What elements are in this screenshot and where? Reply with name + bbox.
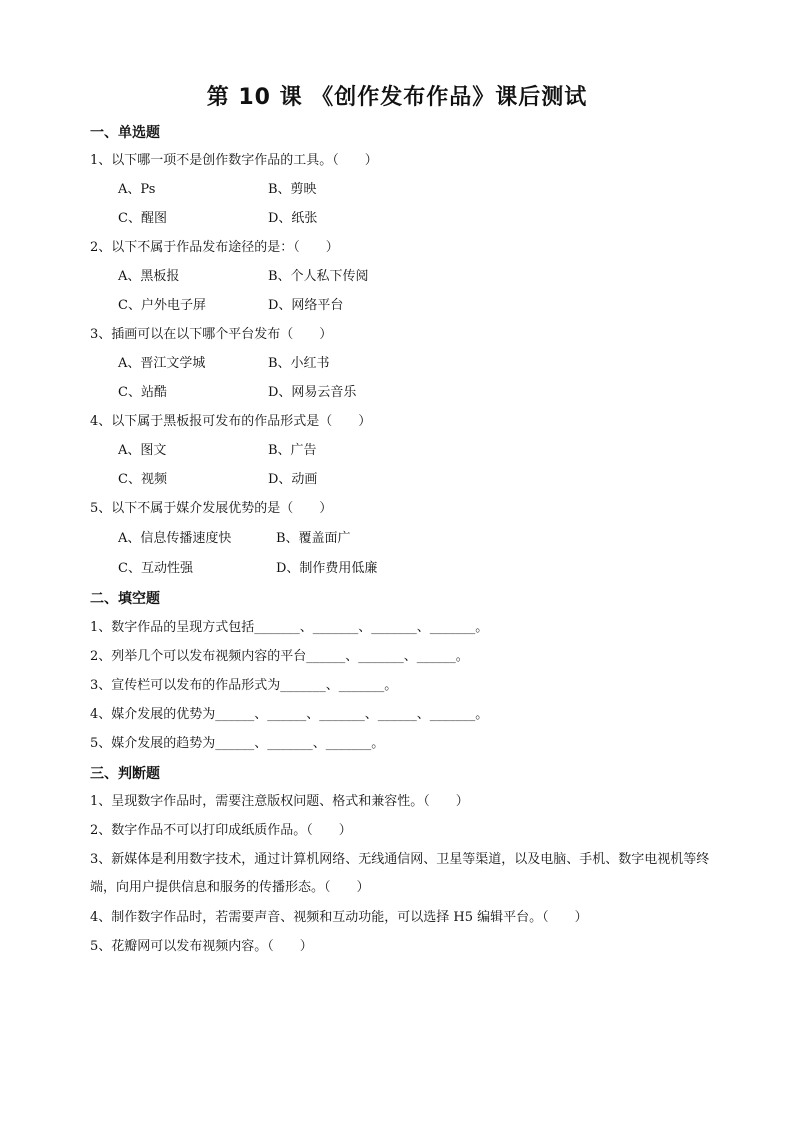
option-b: B、小红书 (268, 356, 330, 371)
fill-blank-question: 1、数字作品的呈现方式包括_______、_______、_______、_______。 (90, 620, 489, 635)
option-d: D、网络平台 (268, 298, 344, 313)
option-a: A、信息传播速度快 (118, 531, 232, 546)
option-d: D、纸张 (268, 211, 318, 226)
fill-blank-question: 2、列举几个可以发布视频内容的平台______、_______、______。 (90, 649, 469, 664)
option-c: C、户外电子屏 (118, 298, 206, 313)
judgement-question: 3、新媒体是利用数字技术，通过计算机网络、无线通信网、卫星等渠道，以及电脑、手机、数字电视机等终端，向用户提供信息和服务的传播形态。（ ） (90, 852, 710, 895)
section-heading-single-choice: 一、单选题 (90, 125, 160, 141)
judgement-question: 4、制作数字作品时，若需要声音、视频和互动功能，可以选择 H5 编辑平台。（ ） (90, 910, 588, 925)
option-b: B、覆盖面广 (276, 531, 351, 546)
fill-blank-question: 3、宣传栏可以发布的作品形式为_______、_______。 (90, 678, 398, 693)
question-text: 5、以下不属于媒介发展优势的是（ ） (90, 501, 333, 516)
judgement-question: 5、花瓣网可以发布视频内容。（ ） (90, 939, 313, 954)
fill-blank-question: 4、媒介发展的优势为______、______、_______、______、_______。 (90, 707, 489, 722)
judgement-question: 1、呈现数字作品时，需要注意版权问题、格式和兼容性。（ ） (90, 794, 469, 809)
option-a: A、图文 (118, 443, 167, 458)
section-heading-true-false: 三、判断题 (90, 766, 160, 782)
option-b: B、广告 (268, 443, 317, 458)
question-text: 3、插画可以在以下哪个平台发布（ ） (90, 327, 333, 342)
option-d: D、网易云音乐 (268, 385, 357, 400)
question-text: 1、以下哪一项不是创作数字作品的工具。（ ） (90, 153, 378, 168)
section-heading-fill-blank: 二、填空题 (90, 591, 160, 607)
option-a: A、晋江文学城 (118, 356, 206, 371)
fill-blank-question: 5、媒介发展的趋势为______、_______、_______。 (90, 736, 385, 751)
option-a: A、Ps (118, 182, 156, 197)
judgement-question: 2、数字作品不可以打印成纸质作品。（ ） (90, 823, 352, 838)
option-d: D、制作费用低廉 (276, 561, 378, 576)
page-title: 第 10 课 《创作发布作品》课后测试 (206, 85, 588, 110)
option-c: C、互动性强 (118, 561, 193, 576)
question-text: 2、以下不属于作品发布途径的是：（ ） (90, 240, 339, 255)
option-a: A、黑板报 (118, 269, 180, 284)
option-c: C、站酷 (118, 385, 167, 400)
option-c: C、视频 (118, 472, 167, 487)
question-text: 4、以下属于黑板报可发布的作品形式是（ ） (90, 414, 372, 429)
option-d: D、动画 (268, 472, 318, 487)
option-b: B、个人私下传阅 (268, 269, 369, 284)
option-b: B、剪映 (268, 182, 317, 197)
option-c: C、醒图 (118, 211, 167, 226)
